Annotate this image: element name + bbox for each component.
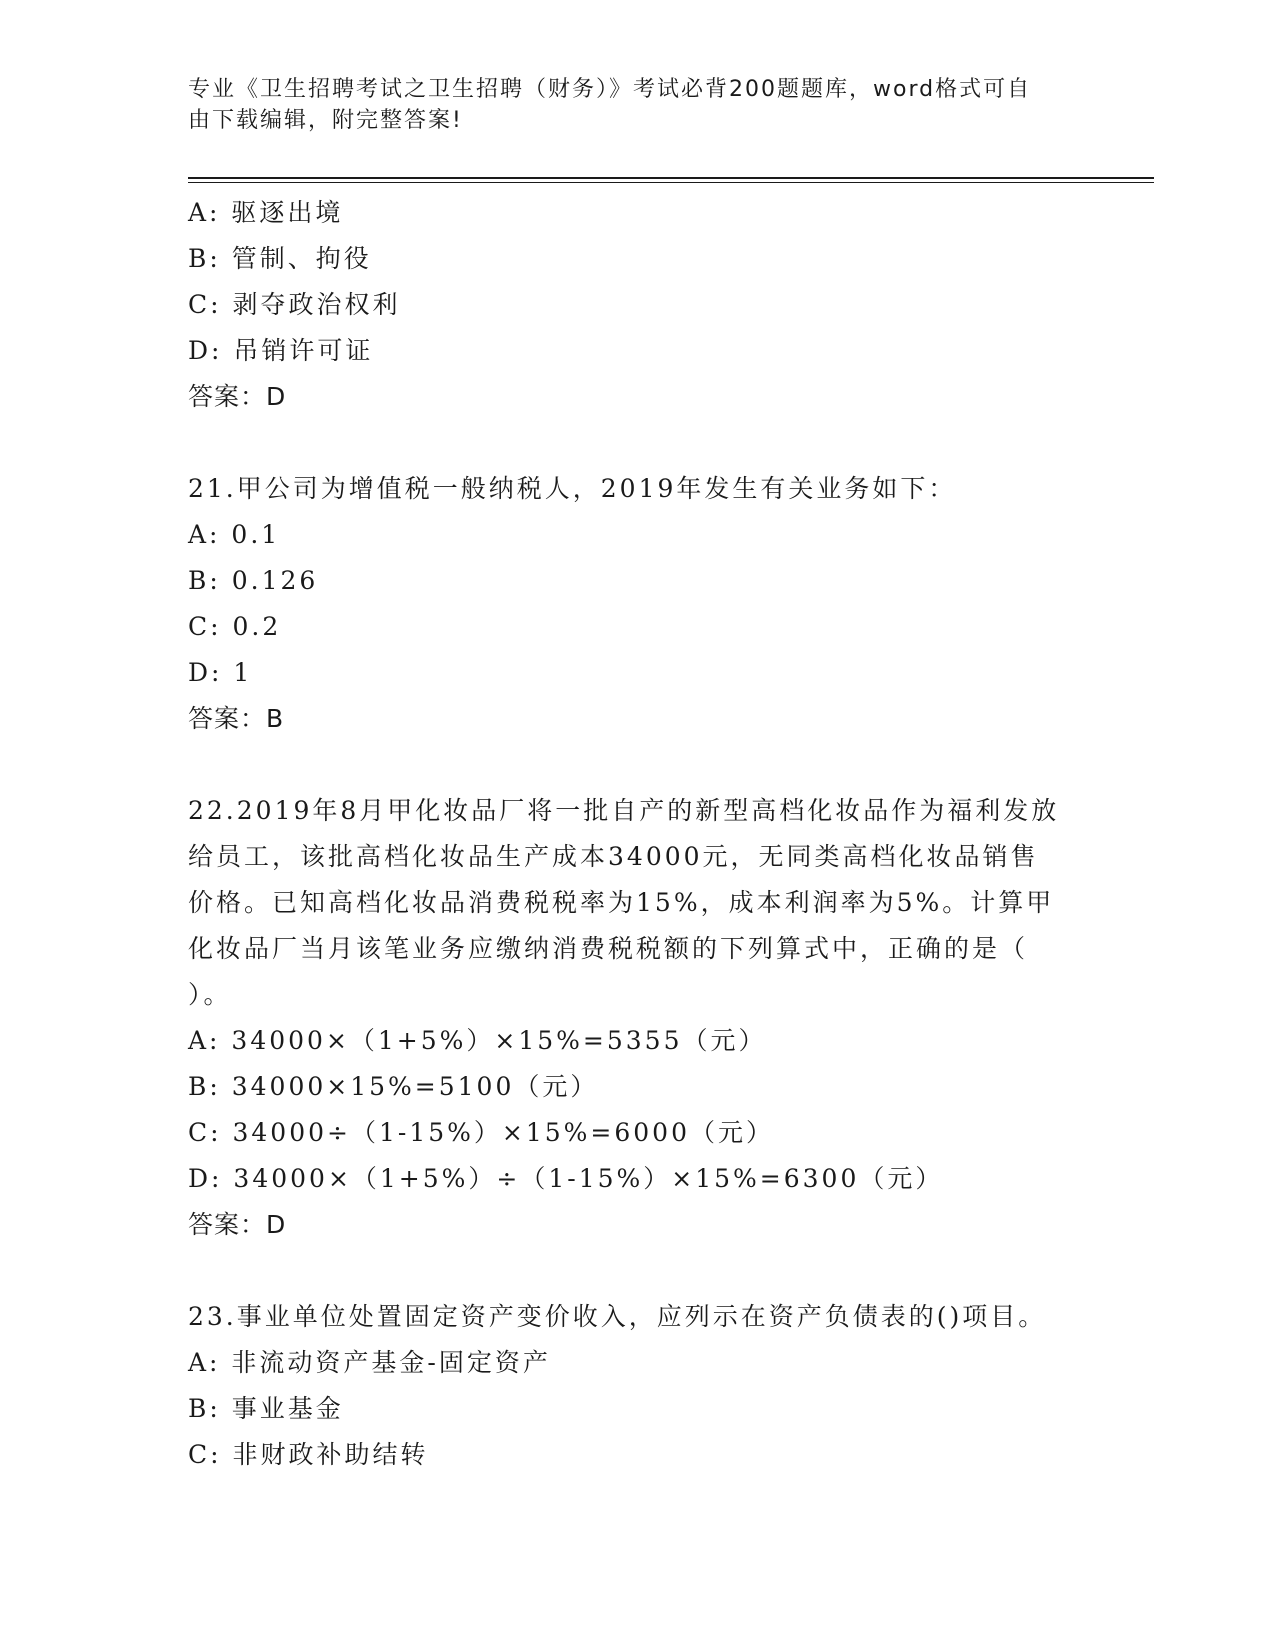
- question-stem-line: 化妆品厂当月该笔业务应缴纳消费税税额的下列算式中，正确的是（: [188, 934, 1029, 963]
- question-stem-line: 给员工，该批高档化妆品生产成本34000元，无同类高档化妆品销售: [188, 842, 1039, 871]
- option-a: A: 0.1: [188, 520, 281, 549]
- option-b: B: 0.126: [188, 566, 319, 595]
- option-b: B: 事业基金: [188, 1394, 344, 1423]
- question-stem-line: 22.2019年8月甲化妆品厂将一批自产的新型高档化妆品作为福利发放: [188, 796, 1060, 825]
- option-a: A: 驱逐出境: [188, 198, 344, 227]
- document-header: [188, 74, 1068, 136]
- option-c: C: 34000÷（1-15%）×15%=6000（元）: [188, 1118, 774, 1147]
- question-23: [188, 1294, 1088, 1478]
- header-divider-thick: [188, 177, 1154, 179]
- header-line-1: 专业《卫生招聘考试之卫生招聘（财务）》考试必背200题题库，word格式可自: [188, 77, 1032, 102]
- option-b: B: 34000×15%=5100（元）: [188, 1072, 599, 1101]
- question-stem-line: 价格。已知高档化妆品消费税税率为15%，成本利润率为5%。计算甲: [188, 888, 1055, 917]
- option-d: D: 1: [188, 658, 253, 687]
- question-stem-line: ）。: [188, 980, 232, 1009]
- question-22: [188, 788, 1088, 1248]
- spacer: [188, 742, 1088, 788]
- option-c: C: 非财政补助结转: [188, 1440, 429, 1469]
- header-divider-thin: [188, 182, 1154, 183]
- option-b: B: 管制、拘役: [188, 244, 372, 273]
- question-list: [188, 190, 1088, 1478]
- spacer: [188, 1248, 1088, 1294]
- answer: 答案：B: [188, 704, 285, 733]
- question-21: [188, 466, 1088, 742]
- spacer: [188, 420, 1088, 466]
- option-d: D: 吊销许可证: [188, 336, 374, 365]
- header-line-2: 由下载编辑，附完整答案!: [188, 108, 463, 133]
- answer: 答案：D: [188, 1210, 287, 1239]
- question-stem: 21.甲公司为增值税一般纳税人，2019年发生有关业务如下：: [188, 474, 957, 503]
- question-20: [188, 190, 1088, 420]
- option-a: A: 非流动资产基金-固定资产: [188, 1348, 551, 1377]
- question-stem: 23.事业单位处置固定资产变价收入，应列示在资产负债表的()项目。: [188, 1302, 1047, 1331]
- option-a: A: 34000×（1+5%）×15%=5355（元）: [188, 1026, 767, 1055]
- option-c: C: 剥夺政治权利: [188, 290, 401, 319]
- option-c: C: 0.2: [188, 612, 282, 641]
- option-d: D: 34000×（1+5%）÷（1-15%）×15%=6300（元）: [188, 1164, 944, 1193]
- answer: 答案：D: [188, 382, 287, 411]
